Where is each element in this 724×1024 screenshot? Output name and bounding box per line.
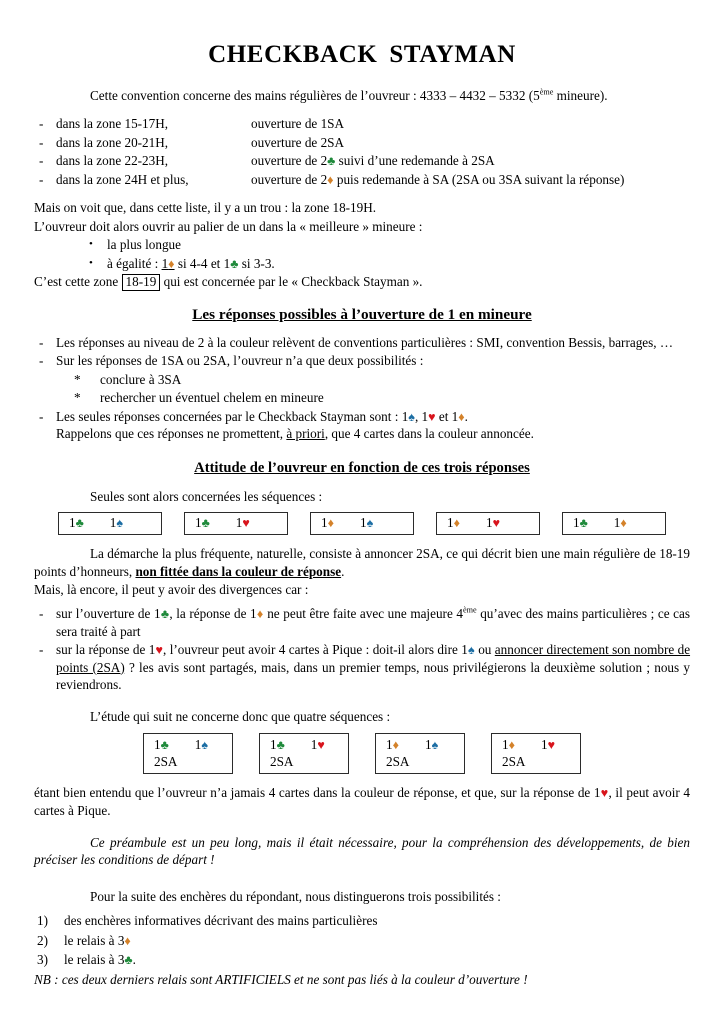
club-icon: ♣	[276, 737, 285, 752]
bid-left	[270, 736, 285, 753]
hole-line-3-post: qui est concernée par le « Checkback Stayman ».	[160, 274, 423, 290]
list-item	[34, 152, 690, 169]
bid-left	[69, 515, 84, 532]
bid-right	[614, 515, 627, 532]
response-item-3-mid2: et 1	[435, 408, 459, 424]
club-icon: ♣	[160, 737, 169, 752]
list-number: 3)	[37, 952, 48, 968]
bid-rank: 1	[613, 515, 621, 531]
heart-icon: ♥	[155, 643, 163, 658]
equality-label: à égalité :	[107, 255, 162, 271]
list-item	[34, 371, 690, 388]
bid-line	[321, 515, 405, 532]
sequence-box	[562, 512, 666, 535]
bid-right	[425, 736, 438, 753]
divergence-2-end: ? les avis sont partagés, mais, dans un premier temps, nous privilégierons la deuxième solution ; nous y reviendrons.	[56, 659, 690, 693]
possibility-text-post: .	[132, 952, 136, 968]
bid-rank: 1	[359, 515, 367, 531]
divergence-1-mid2: ne peut être faite avec une majeure 4	[263, 606, 463, 622]
bid-left	[195, 515, 210, 532]
dash-marker: -	[39, 353, 44, 369]
divergence-1-mid: , la réponse de 1	[169, 606, 257, 622]
heart-icon: ♥	[242, 516, 250, 531]
study-lead: L’étude qui suit ne concerne donc que quatre séquences :	[90, 709, 391, 725]
bid-right	[541, 736, 555, 753]
heart-icon: ♥	[428, 409, 436, 424]
zone-list	[34, 115, 690, 188]
divergence-item-1	[56, 605, 690, 640]
list-item	[34, 334, 690, 351]
sequence-box	[58, 512, 162, 535]
possibility-text-pre: le relais à 3	[64, 952, 125, 968]
bid-response: 2SA	[386, 754, 410, 770]
zone-line	[56, 115, 690, 132]
sequence-box	[436, 512, 540, 535]
divergence-2-mid: , l’ouvreur peut avoir 4 cartes à Pique : doit-il alors dire 1	[162, 642, 468, 658]
dash-marker: -	[39, 116, 44, 132]
attitude-paragraph-2: Mais, là encore, il peut y avoir des divergences car :	[34, 581, 309, 597]
zone-opening: ouverture de 1SA	[251, 116, 345, 132]
diamond-icon: ♦	[327, 172, 334, 187]
bid-rank: 1	[485, 515, 493, 531]
responses-list	[34, 334, 690, 443]
heart-icon: ♥	[317, 737, 325, 752]
possibilities-list	[34, 912, 690, 968]
spade-icon: ♠	[408, 409, 415, 424]
dash-marker: -	[39, 334, 44, 350]
zone-line	[56, 152, 690, 169]
bid-1-diamond	[162, 256, 175, 271]
bullet-marker: •	[89, 237, 93, 250]
bid-left	[386, 736, 399, 753]
list-item	[34, 408, 690, 443]
bid-right	[236, 515, 250, 532]
response-star-2: rechercher un éventuel chelem en mineure	[100, 390, 324, 406]
response-item-3-mid1: , 1	[414, 408, 429, 424]
spade-icon: ♠	[467, 643, 475, 658]
bid-line	[154, 736, 224, 753]
bid-right	[486, 515, 500, 532]
hole-line-2: L’ouvreur doit alors ouvrir au palier de un dans la « meilleure » mineure :	[34, 218, 423, 234]
zone-18-19-box: 18-19	[122, 274, 161, 291]
club-icon: ♣	[160, 607, 170, 622]
equality-end: si 3-3.	[238, 255, 275, 271]
bid-right	[311, 736, 325, 753]
bid-rank: 1	[386, 736, 393, 752]
bid-1-club	[224, 256, 239, 271]
hole-bullet-2	[107, 255, 275, 272]
bid-left	[321, 515, 334, 532]
hole-line-3	[34, 273, 690, 291]
list-number: 1)	[37, 913, 48, 929]
list-item	[34, 912, 690, 929]
sequence-box	[259, 733, 349, 774]
club-icon: ♣	[124, 953, 133, 968]
bid-rank: 1	[310, 736, 318, 752]
diamond-icon: ♦	[256, 607, 264, 622]
list-item	[34, 171, 690, 188]
annoncer-underline: annoncer directement son nombre de points (2SA)	[56, 642, 691, 675]
bid-left	[447, 515, 460, 532]
response-star-1: conclure à 3SA	[100, 371, 182, 387]
list-item	[34, 932, 690, 949]
possibilities-lead: Pour la suite des enchères du répondant, nous distinguerons trois possibilités :	[90, 888, 501, 904]
preamble-italic-paragraph: Ce préambule est un peu long, mais il était nécessaire, pour la compréhension des développements, de bien préciser les conditions de départ !	[34, 835, 690, 868]
closing-paragraph-pre: étant bien entendu que l’ouvreur n’a jamais 4 cartes dans la couleur de réponse, et que, sur la réponse de 1	[34, 785, 601, 801]
intro-superscript: ème	[539, 87, 554, 97]
sequence-box	[310, 512, 414, 535]
bid-response: 2SA	[154, 754, 178, 770]
response-item-3-end: .	[464, 408, 468, 424]
bid-rank: 1	[502, 736, 509, 752]
diamond-icon: ♦	[392, 737, 399, 752]
bid-line	[69, 515, 153, 532]
spade-icon: ♠	[116, 516, 124, 531]
page-title	[34, 38, 690, 71]
divergence-2-pre: sur la réponse de 1	[56, 642, 156, 658]
section-heading-attitude: Attitude de l’ouvreur en fonction de ces trois réponses	[194, 459, 530, 476]
bid-response: 2SA	[270, 754, 294, 770]
bid-rank: 1	[321, 515, 328, 531]
dash-marker: -	[39, 153, 44, 169]
zone-line	[56, 134, 690, 151]
divergence-1-pre: sur l’ouverture de 1	[56, 606, 161, 622]
bid-line	[502, 736, 572, 753]
dash-marker: -	[39, 606, 44, 622]
response-item-1: Les réponses au niveau de 2 à la couleur relèvent de conventions particulières : SMI, convention Bessis, barrages, …	[56, 334, 674, 350]
a-priori-underline: à priori	[286, 426, 325, 442]
diamond-icon: ♦	[453, 516, 460, 531]
club-icon: ♣	[75, 516, 84, 531]
diamond-icon: ♦	[124, 933, 131, 948]
bid-left	[154, 736, 169, 753]
response-item-3-line2-post: , que 4 cartes dans la couleur annoncée.	[324, 426, 534, 442]
zone-label: dans la zone 22-23H,	[56, 153, 169, 169]
bid-line	[447, 515, 531, 532]
zone-line	[56, 171, 690, 188]
list-item	[34, 255, 690, 273]
divergence-1-end: qu’avec des mains particulières ; ce cas sera traité à part	[56, 606, 690, 639]
bid-rank: 1	[424, 736, 432, 752]
dash-marker: -	[39, 171, 44, 187]
bid-right	[110, 515, 123, 532]
hole-line-3-pre: C’est cette zone	[34, 274, 122, 290]
zone-opening-end: puis redemande à SA (2SA ou 3SA suivant la réponse)	[333, 171, 625, 187]
title-word-checkback: CHECKBACK	[208, 41, 378, 68]
hole-bullet-1: la plus longue	[107, 236, 181, 252]
bid-left	[502, 736, 515, 753]
bid-line	[270, 736, 340, 753]
star-marker: *	[74, 390, 81, 406]
sequence-box	[143, 733, 233, 774]
attitude-paragraph-1	[34, 545, 690, 580]
list-item	[34, 951, 690, 968]
zone-label: dans la zone 15-17H,	[56, 116, 169, 132]
bullet-marker: •	[89, 256, 93, 269]
attitude-paragraph-1-end: .	[341, 563, 345, 579]
club-icon: ♣	[201, 516, 210, 531]
diamond-icon: ♦	[620, 516, 627, 531]
heart-icon: ♥	[492, 516, 500, 531]
bid-rank: 1	[161, 255, 169, 271]
response-item-3-pre: Les seules réponses concernées par le Checkback Stayman sont : 1	[56, 408, 409, 424]
list-item	[34, 352, 690, 369]
zone-opening: ouverture de 2SA	[251, 134, 345, 150]
list-item	[34, 236, 690, 254]
sequence-box	[184, 512, 288, 535]
bid-rank: 1	[154, 736, 161, 752]
club-icon: ♣	[230, 256, 239, 271]
diamond-icon: ♦	[508, 737, 515, 752]
section-heading-responses: Les réponses possibles à l’ouverture de 1 en mineure	[192, 305, 532, 323]
zone-label: dans la zone 24H et plus,	[56, 171, 189, 187]
bid-rank: 1	[109, 515, 117, 531]
heart-icon: ♥	[547, 737, 555, 752]
sequence-box	[375, 733, 465, 774]
bid-rank: 1	[573, 515, 580, 531]
closing-paragraph-post: , il peut avoir 4 cartes à Pique.	[34, 785, 690, 818]
heart-icon: ♥	[600, 786, 609, 801]
zone-opening-end: suivi d’une redemande à 2SA	[335, 153, 495, 169]
list-item	[34, 115, 690, 132]
spade-icon: ♠	[201, 737, 209, 752]
diamond-icon: ♦	[458, 409, 465, 424]
dash-marker: -	[39, 408, 44, 424]
diamond-icon: ♦	[168, 256, 175, 271]
bid-left	[573, 515, 588, 532]
response-item-2: Sur les réponses de 1SA ou 2SA, l’ouvreur n’a que deux possibilités :	[56, 353, 424, 369]
diamond-icon: ♦	[327, 516, 334, 531]
list-item	[34, 605, 690, 640]
list-item	[34, 389, 690, 406]
divergence-2-mid2: ou	[474, 642, 495, 658]
list-number: 2)	[37, 932, 48, 948]
divergence-1-superscript: ème	[462, 605, 477, 615]
possibility-text	[64, 951, 136, 968]
intro-text: Cette convention concerne des mains régulières de l’ouvreur : 4333 – 4432 – 5332 (5	[90, 88, 540, 103]
spade-icon: ♠	[366, 516, 374, 531]
dash-marker: -	[39, 642, 44, 658]
sequence-box	[491, 733, 581, 774]
club-icon: ♣	[579, 516, 588, 531]
possibility-text	[64, 932, 131, 949]
hole-line-1: Mais on voit que, dans cette liste, il y a un trou : la zone 18-19H.	[34, 200, 377, 216]
bid-rank: 1	[69, 515, 76, 531]
bid-rank: 1	[540, 736, 548, 752]
star-marker: *	[74, 371, 81, 387]
bid-response: 2SA	[502, 754, 526, 770]
list-item	[34, 134, 690, 151]
bid-line	[573, 515, 657, 532]
bid-rank: 1	[447, 515, 454, 531]
equality-mid: si 4-4 et	[174, 255, 224, 271]
bid-right	[195, 736, 208, 753]
zone-opening: ouverture de 2	[251, 153, 328, 169]
club-icon: ♣	[327, 154, 336, 169]
title-word-stayman: STAYMAN	[389, 41, 516, 68]
dash-marker: -	[39, 134, 44, 150]
intro-paragraph	[34, 87, 690, 104]
sequence-box-strip-2	[34, 733, 690, 774]
zone-label: dans la zone 20-21H,	[56, 134, 169, 150]
bid-line	[195, 515, 279, 532]
bid-rank: 1	[194, 736, 202, 752]
nb-note: NB : ces deux derniers relais sont ARTIFICIELS et ne sont pas liés à la couleur d’ouverture !	[34, 971, 528, 987]
non-fittee-emphasis: non fittée dans la couleur de réponse	[135, 563, 342, 579]
list-item	[34, 641, 690, 693]
attitude-paragraph-1-text: La démarche la plus fréquente, naturelle, consiste à annoncer 2SA, ce qui décrit bien une main régulière de 18-19 points d’honneurs,	[34, 546, 690, 579]
possibility-text-pre: le relais à 3	[64, 932, 125, 948]
bid-rank: 1	[235, 515, 243, 531]
bid-rank: 1	[223, 255, 231, 271]
bid-rank: 1	[195, 515, 202, 531]
response-item-3	[56, 408, 690, 443]
bid-line	[386, 736, 456, 753]
divergence-item-2	[56, 641, 690, 693]
bid-right	[360, 515, 373, 532]
bid-rank: 1	[270, 736, 277, 752]
intro-text-end: mineure).	[553, 88, 608, 103]
possibility-text: des enchères informatives décrivant des mains particulières	[64, 913, 378, 929]
response-item-3-line2-pre: Rappelons que ces réponses ne promettent,	[56, 426, 287, 442]
sequence-box-strip-1	[34, 512, 690, 535]
closing-paragraph	[34, 784, 690, 819]
sequences-lead: Seules sont alors concernées les séquences :	[90, 488, 323, 504]
zone-opening: ouverture de 2	[251, 171, 328, 187]
spade-icon: ♠	[431, 737, 439, 752]
